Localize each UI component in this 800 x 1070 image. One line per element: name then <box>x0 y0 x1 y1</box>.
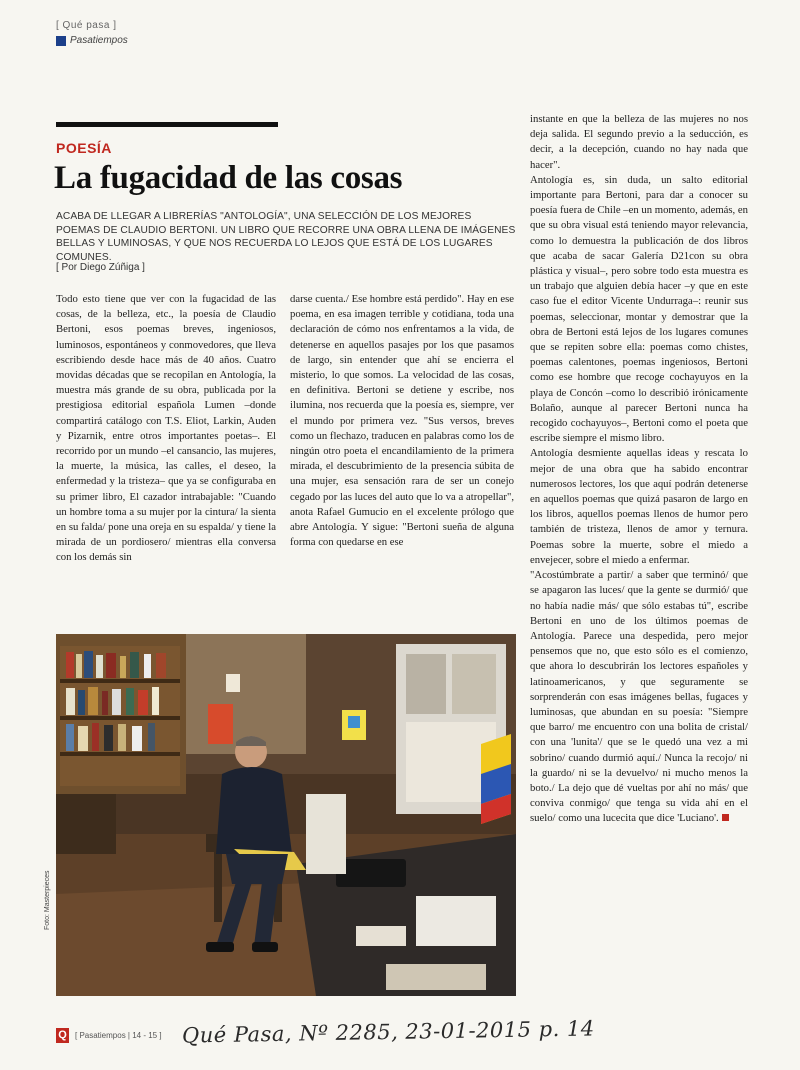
body-paragraph: Antología desmiente aquellas ideas y rescata lo mejor de una obra que ha sabido encontrar numerosos lectores, los que aquí podrán detenerse en aquellos poemas que quizá pasaron de largo en los libros, aquellos poemas llenos de humor pero también de tristeza, llenos de amor y ternura. Poemas sobre la muerte, sobre el miedo a envejecer, sobre el miedo a enfermar. <box>530 447 748 566</box>
body-paragraph: Antología es, sin duda, un salto editorial importante para Bertoni, para dar a conocer su poesía fuera de Chile –en un momento, además, en que su obra visual está teniendo mayor relevancia, como lo demuestra la publicación de dos libros que acaba de sacar Galería D21con su obra plástica y visual–, pero sobre todo esta muestra es un trabajo que alguien debía hacer –y que en este caso fue el editor Vicente Undurraga–: reunir sus poemas, seleccionar, montar y demostrar que la obra de Bertoni está lejos de los lugares comunes que se repiten sobre ella: poemas como chistes, poemas calentones, poemas ingeniosos, Bertoni como ese hombre que recoge cochayuyos en la playa de Concón –como lo describió irónicamente Bolaño, aunque al parecer Bertoni nunca ha recogido cochayuyos–, Bertoni como el poeta que escribe siempre el mismo libro. <box>530 173 748 445</box>
magazine-logo-icon: Q <box>56 1028 69 1043</box>
photo-credit: Foto: Masterpieces <box>44 870 51 930</box>
body-paragraph: Todo esto tiene que ver con la fugacidad de las cosas, de la belleza, etc., la poesía de Claudio Bertoni, esos poemas breves, ingeniosos, luminosos, espontáneos y conmovedores, que lleva escribiendo desde hace más de 40 años. Cuatro movidas décadas que se recopilan en Antología, la muestra más grande de su obra, publicada por la prestigiosa editorial española Lumen –donde compartirá catálogo con T.S. Eliot, Larkin, Auden y Pizarnik, entre otros importantes poetas–. El recorrido por un mundo –el cansancio, las mujeres, la muerte, la música, las calles, el deseo, la enfermedad y la tristeza– que ya se configuraba en su primer libro, El cazador intrabajable: "Cuando un hombre toma a su mujer por la cintura/ la sienta en su falda/ pone una oreja en su espalda/ y tiene la mirada de un pordiosero/ mientras ella conversa con los demás sin <box>56 293 276 564</box>
brand <box>56 35 128 46</box>
footer-page-info: [ Pasatiempos | 14 - 15 ] <box>75 1031 162 1040</box>
handwritten-annotation: Qué Pasa, Nº 2285, 23-01-2015 p. 14 <box>181 1016 595 1048</box>
body-column-3 <box>530 112 748 827</box>
body-paragraph: instante en que la belleza de las mujeres no nos deja salida. El segundo previo a la seducción, es decir, a la decepción, cuando no hay nada que hacer". <box>530 113 748 171</box>
poet-in-studio-photo <box>56 634 516 996</box>
end-mark-icon <box>722 814 729 821</box>
brand-label: Pasatiempos <box>70 35 128 46</box>
body-paragraph-text: "Acostúmbrate a partir/ a saber que terminó/ que se apagaron las luces/ que la gente se durmió/ que no había nadie más/ que sólo estabas tú", escribe Bertoni en uno de los últimos poemas de Antología. Parece una despedida, pero mejor pensemos que no, que esto sólo es el comienzo, que ahora lo descubrirán los lectores españoles y latinoamericanos, y que seguramente se sorprenderán con esas imágenes bellas, fugaces y luminosas, que abundan en su poesía: "Siempre que barro/ me encuentro con una bolita de cristal/ con una 'lunita'/ que se le quedó una vez a mi sobrino/ cuando durmió aquí./ Nunca la recojo/ ni la guardo/ ni se la devuelvo/ ni mucho menos la boto./ La dejo que dé vueltas por ahí no más/ que conviva conmigo/ que tenga su vida ahí en el suelo/ como una lucecita que dice 'Luciano'. <box>530 569 748 825</box>
body-column-2 <box>290 292 514 550</box>
flag <box>481 734 511 824</box>
section-tag: [ Qué pasa ] <box>56 20 117 31</box>
article-photo <box>56 634 516 996</box>
article-title: La fugacidad de las cosas <box>54 160 403 196</box>
category-label: POESÍA <box>56 140 112 156</box>
page-footer <box>56 1028 162 1043</box>
body-column-1 <box>56 292 276 566</box>
byline: [ Por Diego Zúñiga ] <box>56 262 145 273</box>
brand-logo-icon <box>56 36 66 46</box>
body-paragraph <box>530 568 748 826</box>
bookshelf <box>60 646 180 786</box>
article-deck: ACABA DE LLEGAR A LIBRERÍAS "ANTOLOGÍA", UNA SELECCIÓN DE LOS MEJORES POEMAS DE CLAUDIO BERTONI. UN LIBRO QUE RECORRE UNA OBRA LLENA DE IMÁGENES BELLAS Y LUMINOSAS, Y QUE NOS RECUERDA LO LEJOS QUE ESTÁ DE LOS LUGARES COMUNES. <box>56 211 516 263</box>
body-paragraph: darse cuenta./ Ese hombre está perdido". Hay en ese poema, en esa imagen terrible y cotidiana, toda una declaración de cómo nos enfrentamos a la vida, de detenerse en aquellos pasajes por los que pasamos de largo, sin entender que ahí se encierra el misterio, lo que somos. La velocidad de las cosas, en definitiva. Bertoni se detiene y escribe, nos ilumina, nos recuerda que la poesía es, siempre, ver el mundo por primera vez. "Sus versos, breves como un flechazo, traducen en palabras como los de ningún otro poeta el encandilamiento de la primera mirada, el descubrimiento de la presencia súbita de una mujer, esa sensación rara de ser un conejo cegado por las luces del auto que lo va a atropellar", anota Rafael Gumucio en el excelente prólogo que abre Antología. Y sigue: "Bertoni sueña de alguna forma con quedarse en ese <box>290 293 514 549</box>
headline-rule <box>56 122 278 127</box>
